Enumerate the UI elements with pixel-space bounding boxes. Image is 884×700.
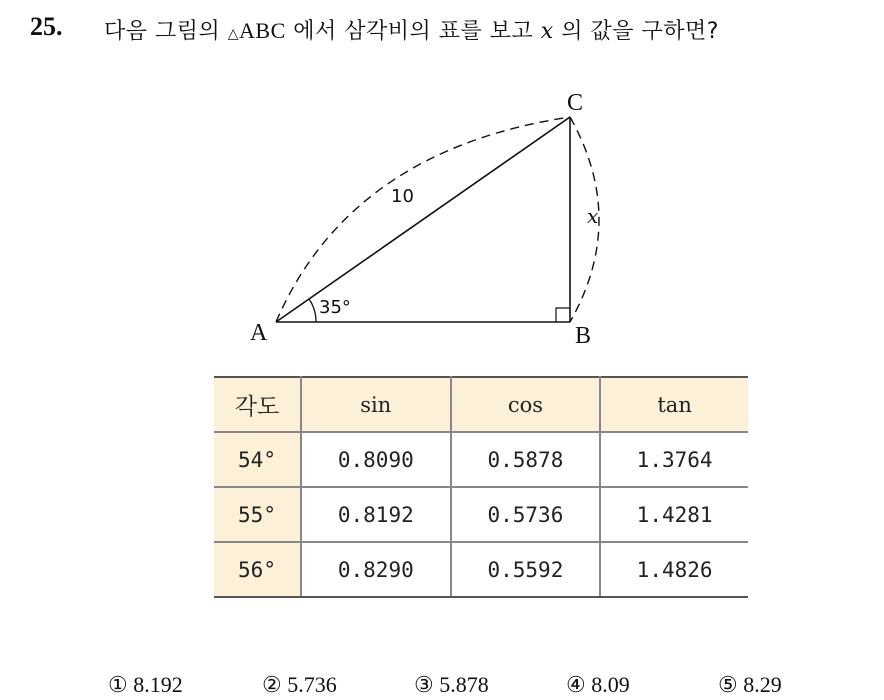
header-tan: tan bbox=[600, 377, 748, 432]
choice-mark: ④ bbox=[566, 672, 586, 697]
sin-cell: 0.8090 bbox=[301, 432, 451, 487]
choice-mark: ⑤ bbox=[718, 672, 738, 697]
cos-cell: 0.5592 bbox=[451, 542, 601, 597]
choice-3[interactable] bbox=[414, 672, 489, 698]
choice-value: 8.09 bbox=[591, 672, 630, 697]
table-row bbox=[214, 432, 748, 487]
choice-mark: ② bbox=[262, 672, 282, 697]
choice-1[interactable] bbox=[108, 672, 183, 698]
choice-5[interactable] bbox=[718, 672, 782, 698]
table-row bbox=[214, 487, 748, 542]
vertex-c-label: C bbox=[567, 90, 584, 116]
table-header-row bbox=[214, 377, 748, 432]
side-ac bbox=[276, 117, 570, 322]
angle-cell: 55° bbox=[214, 487, 301, 542]
hypotenuse-label: 10 bbox=[391, 186, 414, 207]
choice-value: 8.192 bbox=[133, 672, 183, 697]
tan-cell: 1.3764 bbox=[600, 432, 748, 487]
tan-cell: 1.4826 bbox=[600, 542, 748, 597]
question-text-after: 의 값을 구하면? bbox=[553, 19, 719, 44]
sin-cell: 0.8192 bbox=[301, 487, 451, 542]
angle-label: 35° bbox=[319, 297, 351, 318]
header-angle: 각도 bbox=[214, 377, 301, 432]
question-text-middle: 에서 삼각비의 표를 보고 bbox=[285, 19, 541, 44]
question-variable: x bbox=[540, 19, 554, 44]
triangle-name: ABC bbox=[239, 18, 286, 43]
vertex-a-label: A bbox=[250, 320, 268, 346]
header-sin: sin bbox=[301, 377, 451, 432]
header-cos: cos bbox=[451, 377, 601, 432]
angle-arc bbox=[309, 299, 316, 322]
choice-value: 5.736 bbox=[287, 672, 337, 697]
side-x-label: x bbox=[587, 204, 599, 228]
trig-table bbox=[214, 376, 748, 598]
right-angle-marker bbox=[556, 308, 570, 322]
choice-2[interactable] bbox=[262, 672, 337, 698]
sin-cell: 0.8290 bbox=[301, 542, 451, 597]
angle-cell: 54° bbox=[214, 432, 301, 487]
choice-mark: ③ bbox=[414, 672, 434, 697]
choice-value: 5.878 bbox=[439, 672, 489, 697]
tan-cell: 1.4281 bbox=[600, 487, 748, 542]
vertex-b-label: B bbox=[575, 323, 592, 349]
table-row bbox=[214, 542, 748, 597]
choice-mark: ① bbox=[108, 672, 128, 697]
choice-4[interactable] bbox=[566, 672, 630, 698]
triangle-symbol: △ bbox=[227, 26, 240, 42]
angle-cell: 56° bbox=[214, 542, 301, 597]
choice-value: 8.29 bbox=[743, 672, 782, 697]
question-number: 25. bbox=[30, 12, 63, 41]
question-text-before: 다음 그림의 bbox=[104, 19, 228, 44]
cos-cell: 0.5736 bbox=[451, 487, 601, 542]
cos-cell: 0.5878 bbox=[451, 432, 601, 487]
